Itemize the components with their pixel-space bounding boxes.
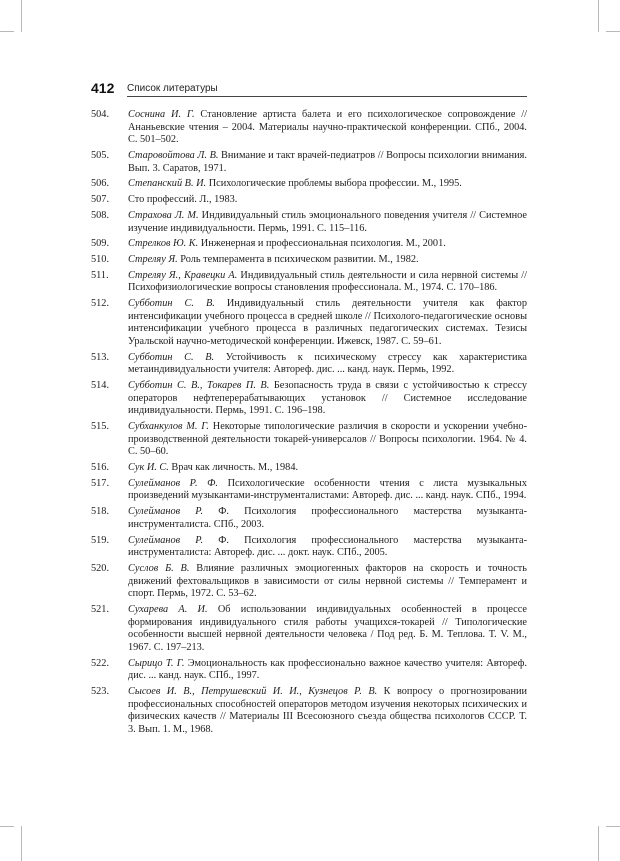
entry-author: Старовойтова Л. В. bbox=[128, 149, 219, 161]
entry-text: Устойчивость к психическому стрессу как характеристика метаиндивидуальности учителя: Автореф. дис. ... канд. наук. Пермь, 1992. bbox=[128, 351, 527, 376]
entry-number: 517. bbox=[91, 477, 110, 489]
entry-author: Стреляу Я. bbox=[128, 254, 178, 266]
entry-number: 505. bbox=[91, 149, 110, 161]
entry-text: Некоторые типологические различия в скорости и ускорении учебно-производственной деятельности токарей-универсалов // Вопросы психологии. 1964. № 4. С. 50–60. bbox=[128, 421, 527, 458]
bibliography-entry bbox=[91, 506, 527, 531]
bibliography-entry bbox=[91, 658, 527, 683]
entry-author: Субботин С. В. bbox=[128, 351, 215, 363]
crop-mark-bottom-right-h bbox=[606, 826, 620, 827]
entry-author: Сысоев И. В., Петрушевский И. И., Кузнецов Р. В. bbox=[128, 685, 378, 697]
entry-text: К вопросу о прогнозировании профессиональных способностей операторов методом изучения некоторых психических и физических качеств // Материалы III Всесоюзного съезда общества психологов СССР. Т. 3. Вып. 1. М., 1968. bbox=[128, 685, 527, 735]
running-title: Список литературы bbox=[127, 83, 218, 94]
bibliography-entry bbox=[91, 352, 527, 377]
entry-author: Сырицо Т. Г. bbox=[128, 657, 185, 669]
entry-text: Психологические особенности чтения с листа музыкальных произведений музыкантами-инструменталистами: Автореф. дис. ... канд. наук. СПб., 1994. bbox=[128, 477, 527, 502]
bibliography-entry bbox=[91, 150, 527, 175]
entry-text: Внимание и такт врачей-педиатров // Вопросы психологии внимания. Вып. 3. Саратов, 1971. bbox=[128, 149, 527, 174]
entry-text: Индивидуальный стиль деятельности учителя как фактор интенсификации учебного процесса в средней школе // Психолого-педагогические основы интенсификации учебного процесса в различных педагогических системах. Тезисы Уральской научно-методической конференции. Ижевск, 1987. С. 59–61. bbox=[128, 298, 527, 347]
crop-mark-bottom-left-v bbox=[21, 826, 22, 861]
bibliography-entry bbox=[91, 380, 527, 418]
crop-mark-top-right-v bbox=[598, 0, 599, 32]
entry-number: 508. bbox=[91, 209, 110, 221]
header-rule bbox=[127, 96, 527, 97]
entry-number: 516. bbox=[91, 462, 110, 474]
entry-text: Влияние различных эмоциогенных факторов на скорость и точность движений фехтовальщиков в зависимости от силы нервной системы // Темперамент и спорт. Пермь, 1972. С. 53–62. bbox=[128, 563, 527, 600]
entry-number: 512. bbox=[91, 298, 110, 310]
entry-author: Страхова Л. М. bbox=[128, 209, 199, 221]
bibliography-entry bbox=[91, 535, 527, 560]
entry-author: Суслов Б. В. bbox=[128, 563, 190, 574]
bibliography-entry bbox=[91, 178, 527, 191]
entry-author: Стреляу Я., Кравецки А. bbox=[128, 269, 238, 281]
entry-text: Ф. Психология профессионального мастерства музыканта-инструменталиста: Автореф. дис. ... докт. наук. СПб., 2005. bbox=[128, 534, 527, 559]
crop-mark-top-left-h bbox=[0, 31, 14, 32]
bibliography-entry bbox=[91, 604, 527, 654]
bibliography-entry bbox=[91, 462, 527, 475]
entry-text: Становление артиста балета и его психологическое сопровождение // Ананьевские чтения – 2004. Материалы научно-практической конференции. СПб., 2004. С. 501–502. bbox=[128, 109, 527, 146]
entry-number: 507. bbox=[91, 194, 110, 206]
entry-author: Сулейманов Р. Ф. bbox=[128, 477, 218, 489]
entry-number: 519. bbox=[91, 534, 110, 546]
crop-mark-top-left-v bbox=[21, 0, 22, 32]
bibliography-entry bbox=[91, 421, 527, 459]
bibliography-entry bbox=[91, 194, 527, 207]
entry-author: Субботин С. В., Токарев П. В. bbox=[128, 380, 270, 392]
entry-text: Врач как личность. М., 1984. bbox=[168, 462, 299, 474]
entry-text: Безопасность труда в связи с устойчивостью к стрессу операторов нефтеперерабатывающих установок // Системное исследование индивидуальности. Пермь, 1991. С. 196–198. bbox=[128, 380, 528, 417]
entry-number: 513. bbox=[91, 351, 110, 363]
entry-author: Сухарева А. И. bbox=[128, 603, 208, 615]
entry-number: 521. bbox=[91, 603, 110, 615]
entry-author: Соснина И. Г. bbox=[128, 109, 195, 120]
entry-author: Степанский В. И. bbox=[128, 178, 207, 190]
bibliography-entry bbox=[91, 254, 527, 267]
entry-number: 520. bbox=[91, 563, 110, 574]
page-header bbox=[91, 80, 527, 96]
bibliography-entry bbox=[91, 109, 527, 147]
entry-author: Сулейманов Р. bbox=[128, 534, 204, 546]
bibliography-entry bbox=[91, 210, 527, 235]
bibliography-entry bbox=[91, 238, 527, 251]
entry-number: 518. bbox=[91, 506, 110, 518]
bibliography-entry bbox=[91, 298, 527, 348]
entry-number: 522. bbox=[91, 657, 110, 669]
crop-mark-bottom-right-v bbox=[598, 826, 599, 861]
entry-author: Сук И. С. bbox=[128, 462, 169, 474]
entry-text: Сто профессий. Л., 1983. bbox=[128, 194, 238, 206]
entry-number: 504. bbox=[91, 109, 110, 120]
entry-number: 510. bbox=[91, 254, 110, 266]
bibliography-entry bbox=[91, 563, 527, 601]
entry-number: 523. bbox=[91, 685, 110, 697]
entry-author: Субботин С. В. bbox=[128, 298, 215, 310]
crop-mark-top-right-h bbox=[606, 31, 620, 32]
entry-text: Инженерная и профессиональная психология. М., 2001. bbox=[198, 238, 446, 250]
entry-text: Ф. Психология профессионального мастерства музыканта-инструменталиста. СПб., 2003. bbox=[128, 506, 527, 530]
entry-number: 515. bbox=[91, 421, 110, 433]
entry-text: Индивидуальный стиль эмоционального поведения учителя // Системное изучение индивидуальности. Пермь, 1991. С. 115–116. bbox=[128, 209, 527, 234]
entry-text: Психологические проблемы выбора профессии. М., 1995. bbox=[206, 178, 462, 190]
entry-text: Эмоциональность как профессионально важное качество учителя: Автореф. дис. ... канд. наук. СПб., 1997. bbox=[128, 657, 527, 682]
entry-author: Сулейманов Р. bbox=[128, 506, 204, 518]
bibliography-entry bbox=[91, 478, 527, 503]
page-number: 412 bbox=[91, 80, 115, 96]
entry-number: 509. bbox=[91, 238, 110, 250]
entry-number: 511. bbox=[91, 269, 109, 281]
bibliography-entry bbox=[91, 686, 527, 736]
entry-text: Об использовании индивидуальных особенностей в процессе формирования индивидуального стиля работы учащихся-токарей // Типологические особенности высшей нервной деятельности человека / Под ред. Б. М. Теплова. Т. V. М., 1967. С. 197–213. bbox=[128, 603, 527, 653]
bibliography-entry bbox=[91, 270, 527, 295]
entry-number: 514. bbox=[91, 380, 110, 392]
entry-author: Стрелков Ю. К. bbox=[128, 238, 199, 250]
bibliography-list bbox=[91, 109, 527, 739]
crop-mark-bottom-left-h bbox=[0, 826, 14, 827]
entry-author: Субханкулов М. Г. bbox=[128, 421, 209, 433]
entry-text: Индивидуальный стиль деятельности и сила нервной системы // Психофизиологические вопросы становления профессионала. М., 1974. С. 170–186. bbox=[128, 269, 527, 294]
entry-number: 506. bbox=[91, 178, 110, 190]
entry-text: Роль темперамента в психическом развитии. М., 1982. bbox=[177, 254, 419, 266]
